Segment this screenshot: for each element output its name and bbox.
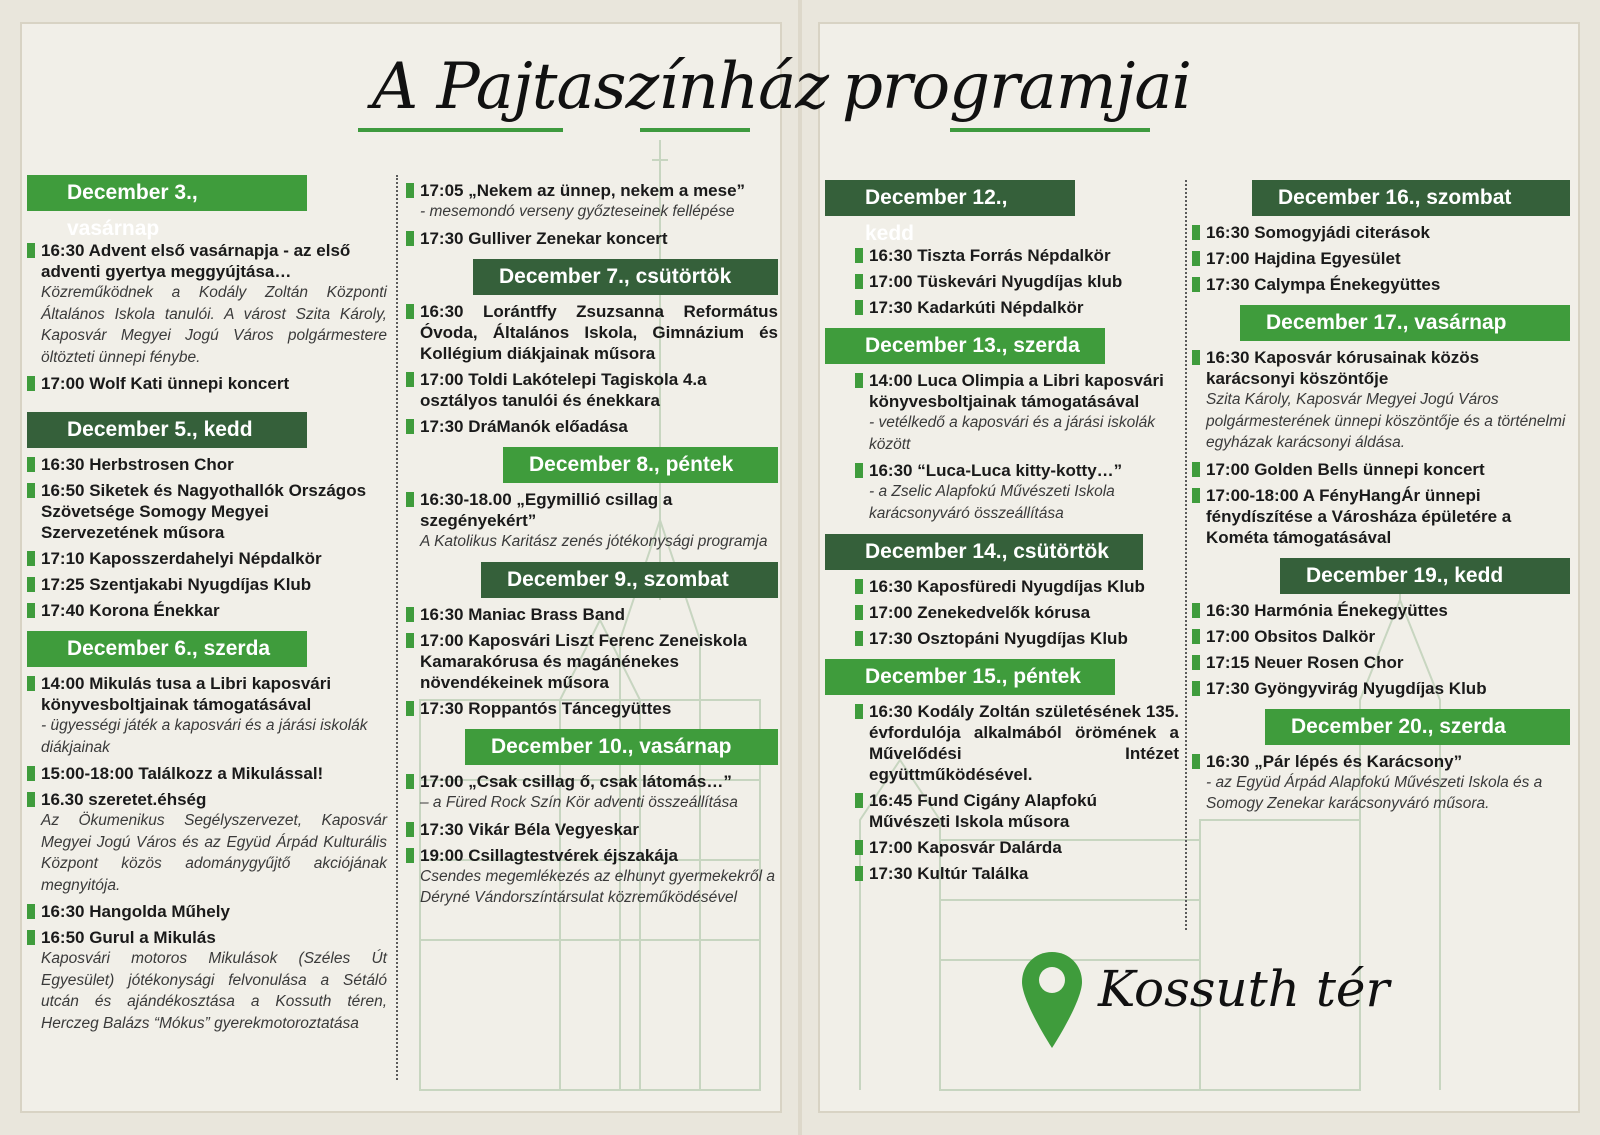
program-entry	[406, 416, 778, 437]
program-entry	[27, 574, 387, 595]
day-header: December 9., szombat	[481, 562, 778, 598]
program-title: 17:00 Toldi Lakótelepi Tagiskola 4.a osztályos tanulói és énekkara	[420, 369, 707, 410]
day-header: December 3., vasárnap	[27, 175, 307, 211]
program-entry	[406, 630, 778, 693]
program-entry	[27, 789, 387, 896]
bullet-bar	[27, 243, 35, 258]
column-divider	[396, 175, 398, 1080]
program-title: 17:00 Golden Bells ünnepi koncert	[1206, 459, 1485, 479]
day-block	[1192, 558, 1570, 699]
day-block	[406, 259, 778, 437]
bullet-bar	[855, 866, 863, 881]
program-title: 16:30 Advent első vasárnapja - az első adventi gyertya meggyújtása…	[41, 241, 351, 281]
bullet-bar	[406, 231, 414, 246]
program-title: 16:30 Kodály Zoltán születésének 135. évfordulója alkalmából örömének a Művelődési Intézet együttműködésével.	[869, 702, 1179, 784]
program-entry	[855, 297, 1179, 318]
bullet-bar	[855, 793, 863, 808]
program-desc: Csendes megemlékezés az elhunyt gyermekekről a Déryné Vándorszíntársulat közreműködésével	[420, 867, 775, 906]
program-title: 16:45 Fund Cigány Alapfokú Művészeti Iskola műsora	[869, 791, 1097, 831]
program-title: 16:30 Harmónia Énekegyüttes	[1206, 600, 1448, 620]
bullet-bar	[406, 607, 414, 622]
program-entry	[27, 548, 387, 569]
program-entry	[855, 602, 1179, 623]
program-entry	[855, 370, 1179, 455]
day-header: December 13., szerda	[825, 328, 1105, 364]
program-entry	[1192, 652, 1570, 673]
day-header: December 6., szerda	[27, 631, 307, 667]
program-entry	[27, 763, 387, 784]
program-entry	[855, 837, 1179, 858]
program-entry	[1192, 751, 1570, 815]
bullet-bar	[27, 792, 35, 807]
program-title: 17:00 „Csak csillag ő, csak látomás…”	[420, 772, 732, 791]
day-header: December 16., szombat	[1252, 180, 1570, 216]
program-entry	[406, 698, 778, 719]
program-title: 14:00 Luca Olimpia a Libri kaposvári könyvesboltjainak támogatásával	[869, 371, 1164, 411]
program-title: 17:40 Korona Énekkar	[41, 601, 220, 620]
program-entry	[1192, 626, 1570, 647]
title-underline	[640, 128, 750, 132]
program-title: 17:30 Gulliver Zenekar koncert	[420, 228, 668, 248]
day-block	[1192, 709, 1570, 815]
day-header: December 17., vasárnap	[1240, 305, 1570, 341]
program-title: 17:00-18:00 A FényHangÁr ünnepi fénydíszítése a Városháza épületére a Kométa támogatásával	[1206, 485, 1512, 547]
day-block	[406, 562, 778, 719]
program-desc: - az Együd Árpád Alapfokú Művészeti Iskola és a Somogy Zenekar karácsonyváró műsora.	[1206, 773, 1543, 812]
program-entry	[855, 460, 1179, 524]
program-entry	[1192, 248, 1570, 269]
bullet-bar	[27, 766, 35, 781]
program-desc: Kaposvári motoros Mikulások (Széles Út Egyesület) jótékonysági felvonulása a Sétáló utcán és ajándékosztása a Kossuth téren, Herczeg Balázs “Mókus” gyerekmotoroztatása	[41, 950, 387, 1032]
day-block	[827, 328, 1179, 524]
day-block	[1192, 180, 1570, 295]
program-title: 16:50 Gurul a Mikulás	[41, 928, 216, 947]
map-pin-icon	[1020, 950, 1084, 1050]
program-entry	[855, 628, 1179, 649]
program-title: 17:30 Vikár Béla Vegyeskar	[420, 819, 639, 839]
bullet-bar	[1192, 462, 1200, 477]
program-entry	[1192, 347, 1570, 454]
program-title: 16:30 Kaposvár kórusainak közös karácsonyi köszöntője	[1206, 348, 1480, 388]
program-entry	[406, 845, 778, 909]
bullet-bar	[1192, 603, 1200, 618]
bullet-bar	[27, 904, 35, 919]
day-header: December 10., vasárnap	[465, 729, 778, 765]
day-header: December 20., szerda	[1265, 709, 1570, 745]
program-title: 17:30 DráManók előadása	[420, 416, 628, 436]
bullet-bar	[27, 676, 35, 691]
bullet-bar	[855, 631, 863, 646]
program-entry	[1192, 485, 1570, 548]
program-entry	[1192, 222, 1570, 243]
program-title: 16:30 Maniac Brass Band	[420, 605, 626, 624]
bullet-bar	[1192, 277, 1200, 292]
program-title: 16:50 Siketek és Nagyothallók Országos Szövetsége Somogy Megyei Szervezetének műsora	[41, 481, 367, 542]
page-title-left: A Pajtaszínház	[372, 50, 828, 124]
program-title: 17:00 Tüskevári Nyugdíjas klub	[869, 272, 1123, 291]
bullet-bar	[406, 848, 414, 863]
day-header: December 7., csütörtök	[473, 259, 778, 295]
program-desc: - mesemondó verseny győzteseinek fellépése	[420, 203, 735, 220]
program-desc: A Katolikus Karitász zenés jótékonysági programja	[420, 532, 768, 550]
program-title: 17:10 Kaposszerdahelyi Népdalkör	[41, 549, 322, 568]
program-title: 16:30 Somogyjádi citerások	[1206, 223, 1430, 242]
program-entry	[27, 480, 387, 543]
program-entry	[1192, 678, 1570, 699]
day-header: December 8., péntek	[503, 447, 778, 483]
program-title: 17:05 „Nekem az ünnep, nekem a mese”	[420, 181, 746, 200]
program-title: 15:00-18:00 Találkozz a Mikulással!	[41, 764, 324, 783]
day-block	[1192, 305, 1570, 548]
program-entry	[406, 489, 778, 553]
program-entry	[1192, 600, 1570, 621]
program-entry	[855, 271, 1179, 292]
program-desc: - vetélkedő a kaposvári és a járási iskolák között	[869, 414, 1156, 453]
bullet-bar	[27, 603, 35, 618]
schedule-column-2	[406, 180, 778, 919]
program-entry	[27, 901, 387, 922]
program-title: 17:00 Hajdina Egyesület	[1206, 249, 1401, 268]
program-title: 17:00 Wolf Kati ünnepi koncert	[41, 374, 290, 393]
program-entry	[27, 927, 387, 1034]
program-title: 14:00 Mikulás tusa a Libri kaposvári könyvesboltjainak támogatásával	[41, 674, 332, 714]
program-entry	[855, 245, 1179, 266]
bullet-bar	[27, 930, 35, 945]
day-header: December 19., kedd	[1280, 558, 1570, 594]
program-title: 17:30 Osztopáni Nyugdíjas Klub	[869, 629, 1128, 648]
program-entry	[855, 790, 1179, 832]
day-block	[27, 175, 387, 394]
program-entry	[1192, 459, 1570, 480]
program-title: 17:00 Zenekedvelők kórusa	[869, 603, 1091, 622]
program-entry	[406, 369, 778, 411]
bullet-bar	[855, 579, 863, 594]
program-desc: Szita Károly, Kaposvár Megyei Jogú Város polgármesterének ünnepi köszöntője és a történelmi egyházak karácsonyi áldása.	[1206, 391, 1566, 451]
program-title: 17:15 Neuer Rosen Chor	[1206, 652, 1404, 672]
bullet-bar	[406, 701, 414, 716]
location-text: Kossuth tér	[1098, 960, 1390, 1018]
program-entry	[855, 701, 1179, 785]
day-header: December 12., kedd	[825, 180, 1075, 216]
day-block	[406, 180, 778, 249]
day-block	[827, 180, 1179, 318]
program-entry	[1192, 274, 1570, 295]
day-block	[827, 659, 1179, 884]
bullet-bar	[27, 457, 35, 472]
bullet-bar	[855, 274, 863, 289]
program-desc: – a Füred Rock Szín Kör adventi összeállítása	[420, 794, 738, 811]
program-entry	[406, 771, 778, 814]
bullet-bar	[855, 248, 863, 263]
bullet-bar	[855, 373, 863, 388]
program-entry	[406, 301, 778, 364]
day-block	[406, 729, 778, 909]
bullet-bar	[1192, 629, 1200, 644]
program-desc: - a Zselic Alapfokú Művészeti Iskola karácsonyváró összeállítása	[869, 483, 1115, 522]
bullet-bar	[855, 840, 863, 855]
program-title: 16:30 “Luca-Luca kitty-kotty…”	[869, 461, 1123, 480]
bullet-bar	[1192, 655, 1200, 670]
bullet-bar	[27, 483, 35, 498]
bullet-bar	[27, 577, 35, 592]
program-title: 17:00 Obsitos Dalkör	[1206, 626, 1376, 646]
bullet-bar	[406, 774, 414, 789]
program-title: 17:30 Gyöngyvirág Nyugdíjas Klub	[1206, 678, 1487, 698]
program-entry	[27, 240, 387, 368]
bullet-bar	[27, 376, 35, 391]
program-entry	[27, 454, 387, 475]
program-title: 16.30 szeretet.éhség	[41, 790, 207, 809]
bullet-bar	[406, 822, 414, 837]
schedule-column-3	[827, 180, 1179, 894]
title-underline	[950, 128, 1150, 132]
program-title: 16:30 „Pár lépés és Karácsony”	[1206, 751, 1463, 771]
bullet-bar	[406, 633, 414, 648]
day-block	[27, 412, 387, 621]
page-title-right: programjai	[842, 50, 1191, 124]
day-block	[27, 631, 387, 1034]
program-title: 16:30 Herbstrosen Chor	[41, 455, 234, 474]
bullet-bar	[855, 704, 863, 719]
bullet-bar	[406, 419, 414, 434]
page-fold	[798, 0, 802, 1135]
program-entry	[27, 673, 387, 758]
program-title: 16:30-18.00 „Egymillió csillag a szegényekért”	[420, 489, 673, 530]
program-entry	[27, 600, 387, 621]
program-title: 17:30 Calympa Énekegyüttes	[1206, 275, 1441, 294]
day-block	[827, 534, 1179, 649]
program-entry	[406, 228, 778, 249]
bullet-bar	[1192, 350, 1200, 365]
program-desc: Közreműködnek a Kodály Zoltán Központi Általános Iskola tanulói. A várost Szita Károly, Kaposvár Megyei Jogú Város polgármestere öltözteti ünnepi fénybe.	[41, 284, 387, 366]
program-title: 17:25 Szentjakabi Nyugdíjas Klub	[41, 575, 312, 594]
bullet-bar	[406, 492, 414, 507]
bullet-bar	[27, 551, 35, 566]
program-title: 17:30 Kultúr Találka	[869, 864, 1029, 883]
bullet-bar	[1192, 225, 1200, 240]
column-divider	[1185, 180, 1187, 930]
bullet-bar	[406, 183, 414, 198]
bullet-bar	[855, 605, 863, 620]
schedule-column-4	[1192, 180, 1570, 825]
bullet-bar	[855, 300, 863, 315]
program-title: 16:30 Kaposfüredi Nyugdíjas Klub	[869, 577, 1145, 596]
program-title: 16:30 Lorántffy Zsuzsanna Református Óvoda, Általános Iskola, Gimnázium és Kollégium diákjainak műsora	[420, 301, 778, 363]
bullet-bar	[406, 304, 414, 319]
day-header: December 5., kedd	[27, 412, 307, 448]
program-title: 17:30 Roppantós Táncegyüttes	[420, 699, 672, 718]
program-title: 16:30 Tiszta Forrás Népdalkör	[869, 246, 1111, 265]
program-title: 17:30 Kadarkúti Népdalkör	[869, 298, 1084, 317]
program-entry	[406, 604, 778, 625]
program-title: 19:00 Csillagtestvérek éjszakája	[420, 845, 679, 865]
bullet-bar	[1192, 681, 1200, 696]
bullet-bar	[1192, 754, 1200, 769]
bullet-bar	[406, 372, 414, 387]
program-entry	[855, 863, 1179, 884]
program-entry	[406, 819, 778, 840]
program-entry	[406, 180, 778, 223]
program-title: 16:30 Hangolda Műhely	[41, 902, 230, 921]
day-header: December 15., péntek	[825, 659, 1115, 695]
program-title: 17:00 Kaposvári Liszt Ferenc Zeneiskola Kamarakórusa és magánénekes növendékeinek műsora	[420, 631, 747, 692]
title-underline	[358, 128, 563, 132]
day-header: December 14., csütörtök	[825, 534, 1143, 570]
program-desc: - ügyességi játék a kaposvári és a járási iskolák diákjainak	[41, 717, 368, 756]
program-desc: Az Ökumenikus Segélyszervezet, Kaposvár Megyei Jogú Város és az Együd Árpád Kulturális Központ közös adománygyűjtő akciójának megnyitója.	[41, 812, 387, 894]
day-block	[406, 447, 778, 553]
program-title: 17:00 Kaposvár Dalárda	[869, 838, 1062, 857]
bullet-bar	[1192, 251, 1200, 266]
bullet-bar	[855, 463, 863, 478]
bullet-bar	[1192, 488, 1200, 503]
program-entry	[27, 373, 387, 394]
program-entry	[855, 576, 1179, 597]
schedule-column-1	[27, 175, 387, 1044]
